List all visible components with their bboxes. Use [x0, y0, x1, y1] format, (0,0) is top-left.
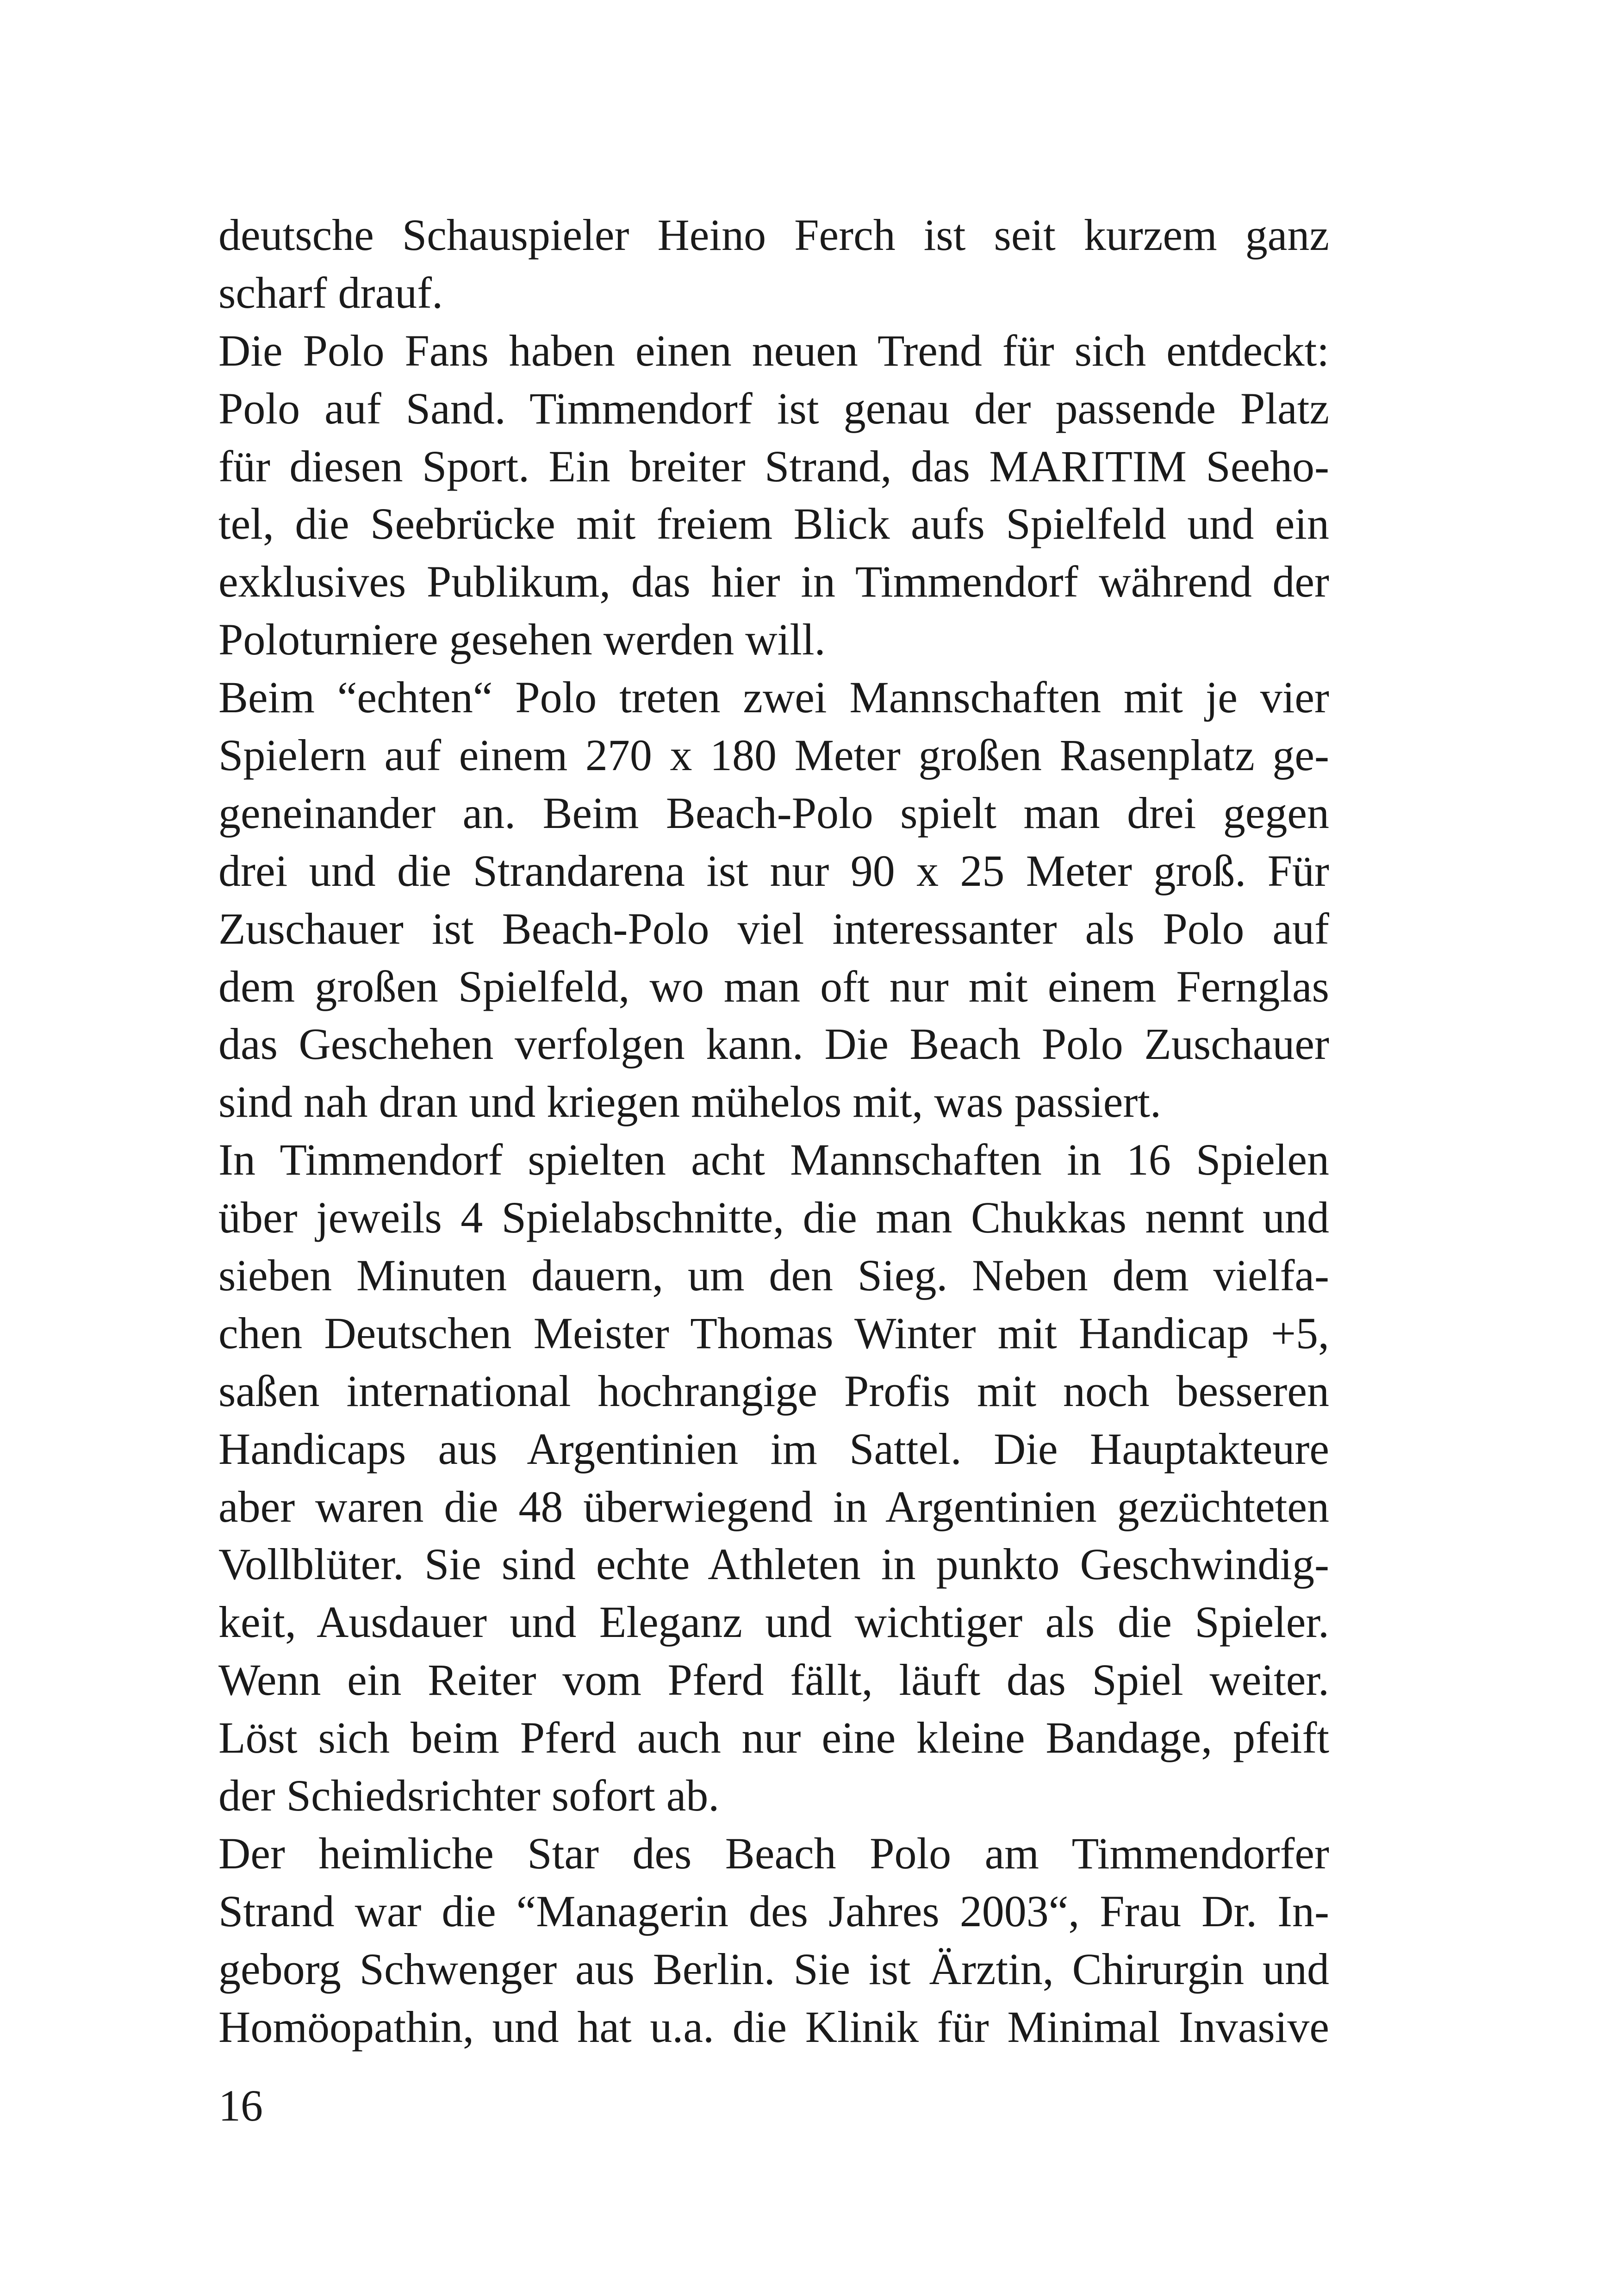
text-line: sind nah dran und kriegen mühelos mit, was passiert. — [218, 1077, 1161, 1127]
text-line: keit, Ausdauer und Eleganz und wichtiger als die Spieler. — [218, 1597, 1329, 1647]
text-line: Spielern auf einem 270 x 180 Meter großen Rasenplatz ge- — [218, 730, 1329, 780]
text-line: Strand war die “Managerin des Jahres 2003“, Frau Dr. In- — [218, 1886, 1329, 1936]
text-line: Handicaps aus Argentinien im Sattel. Die Hauptakteure — [218, 1424, 1329, 1474]
text-line: Löst sich beim Pferd auch nur eine kleine Bandage, pfeift — [218, 1713, 1329, 1763]
text-line: exklusives Publikum, das hier in Timmendorf während der — [218, 557, 1329, 607]
text-line: für diesen Sport. Ein breiter Strand, das MARITIM Seeho- — [218, 441, 1329, 491]
text-line: Wenn ein Reiter vom Pferd fällt, läuft das Spiel weiter. — [218, 1655, 1329, 1705]
text-line: scharf drauf. — [218, 268, 443, 317]
text-line: Der heimliche Star des Beach Polo am Timmendorfer — [218, 1828, 1329, 1878]
text-line: chen Deutschen Meister Thomas Winter mit Handicap +5, — [218, 1308, 1329, 1358]
text-line: der Schiedsrichter sofort ab. — [218, 1771, 720, 1821]
text-line: geneinander an. Beim Beach-Polo spielt man drei gegen — [218, 788, 1329, 838]
text-line: sieben Minuten dauern, um den Sieg. Neben dem vielfa- — [218, 1251, 1329, 1300]
text-line: tel, die Seebrücke mit freiem Blick aufs Spielfeld und ein — [218, 499, 1329, 549]
text-line: geborg Schwenger aus Berlin. Sie ist Ärztin, Chirurgin und — [218, 1944, 1329, 1994]
text-line: Beim “echten“ Polo treten zwei Mannschaften mit je vier — [218, 672, 1329, 722]
body-text — [218, 206, 1329, 2056]
text-line: Vollblüter. Sie sind echte Athleten in punkto Geschwindig- — [218, 1539, 1329, 1589]
text-line: aber waren die 48 überwiegend in Argentinien gezüchteten — [218, 1481, 1329, 1531]
text-line: deutsche Schauspieler Heino Ferch ist seit kurzem ganz — [218, 210, 1329, 260]
text-line: über jeweils 4 Spielabschnitte, die man Chukkas nennt und — [218, 1193, 1329, 1243]
text-line: das Geschehen verfolgen kann. Die Beach Polo Zuschauer — [218, 1019, 1329, 1069]
text-line: dem großen Spielfeld, wo man oft nur mit einem Fernglas — [218, 961, 1329, 1011]
text-line: Homöopathin, und hat u.a. die Klinik für Minimal Invasive — [218, 2002, 1329, 2052]
text-line: Zuschauer ist Beach-Polo viel interessanter als Polo auf — [218, 903, 1329, 953]
text-line: In Timmendorf spielten acht Mannschaften in 16 Spielen — [218, 1135, 1329, 1185]
text-line: Die Polo Fans haben einen neuen Trend für sich entdeckt: — [218, 325, 1329, 375]
text-line: Polo auf Sand. Timmendorf ist genau der passende Platz — [218, 383, 1329, 433]
text-line: Poloturniere gesehen werden will. — [218, 615, 826, 665]
text-line: drei und die Strandarena ist nur 90 x 25 Meter groß. Für — [218, 846, 1329, 896]
text-line: saßen international hochrangige Profis mit noch besseren — [218, 1366, 1329, 1416]
page-number: 16 — [218, 2081, 263, 2130]
